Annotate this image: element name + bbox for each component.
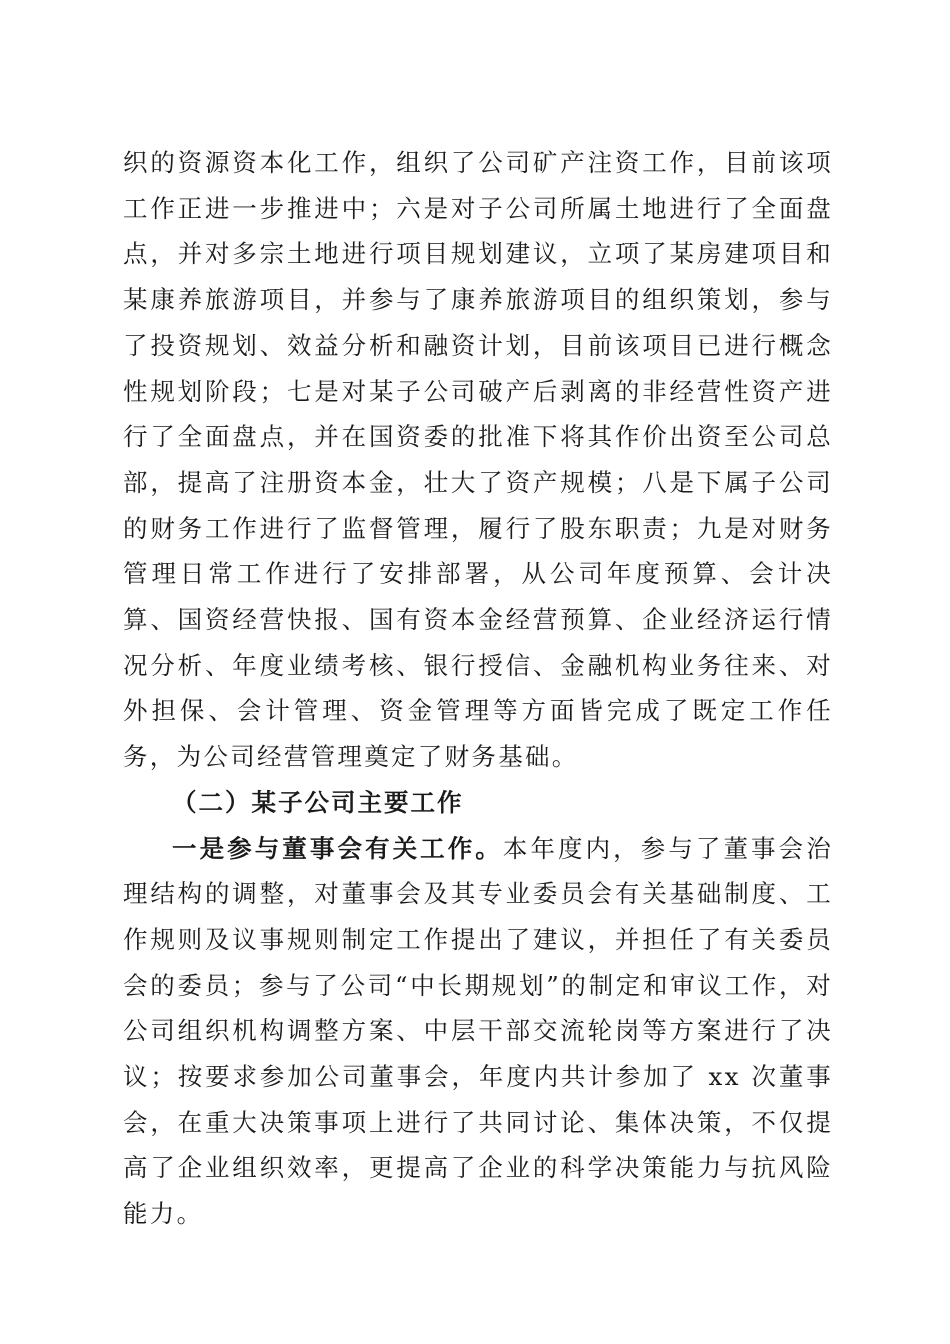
section-heading: （二）某子公司主要工作 bbox=[172, 787, 464, 817]
paragraph-lead-sentence: 一是参与董事会有关工作。 bbox=[172, 833, 503, 863]
paragraph-body-text: 本年度内，参与了董事会治理结构的调整，对董事会及其专业委员会有关基础制度、工作规则及议事规则制定工作提出了建议，并担任了有关委员会的委员；参与了公司“中长期规划”的制定和审议工作，对公司组织机构调整方案、中层干部交流轮岗等方案进行了决议；按要求参加公司董事会，年度内共计参加了 xx 次董事会，在重大决策事项上进行了共同讨论、集体决策，不仅提高了企业组织效率，更提高了企业的科学决策能力与抗风险能力。 bbox=[123, 833, 833, 1229]
paragraph-continued: 织的资源资本化工作，组织了公司矿产注资工作，目前该项工作正进一步推进中；六是对子公司所属土地进行了全面盘点，并对多宗土地进行项目规划建议，立项了某房建项目和某康养旅游项目，并参与了康养旅游项目的组织策划，参与了投资规划、效益分析和融资计划，目前该项目已进行概念性规划阶段；七是对某子公司破产后剥离的非经营性资产进行了全面盘点，并在国资委的批准下将其作价出资至公司总部，提高了注册资本金，壮大了资产规模；八是下属子公司的财务工作进行了监督管理，履行了股东职责；九是对财务管理日常工作进行了安排部署，从公司年度预算、会计决算、国资经营快报、国有资本金经营预算、企业经济运行情况分析、年度业绩考核、银行授信、金融机构业务往来、对外担保、会计管理、资金管理等方面皆完成了既定工作任务，为公司经营管理奠定了财务基础。 bbox=[123, 148, 833, 772]
paragraph-board-work bbox=[123, 826, 833, 1237]
document-body bbox=[123, 140, 833, 1237]
